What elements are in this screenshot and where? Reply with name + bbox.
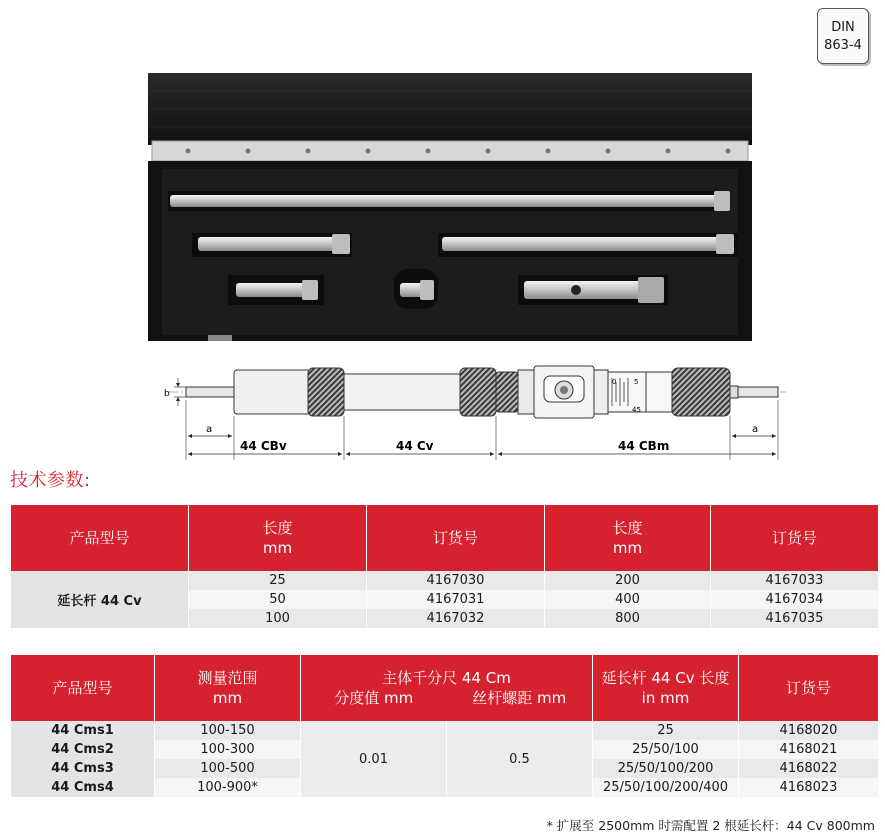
table-row: 100 4167032 800 4167035 bbox=[11, 609, 879, 628]
extension-rod-table bbox=[10, 505, 879, 628]
seg-44cv: 44 Cv bbox=[396, 439, 434, 453]
table-row: 44 Cms3 100-500 25/50/100/200 4168022 bbox=[11, 759, 879, 778]
case-hinge bbox=[152, 141, 748, 161]
din-badge-line1: DIN bbox=[831, 20, 855, 35]
t2-header-model: 产品型号 bbox=[11, 655, 155, 721]
t1-header-order2: 订货号 bbox=[711, 505, 879, 571]
dim-b-label: b bbox=[164, 389, 170, 399]
din-badge-line2: 863-4 bbox=[824, 38, 862, 53]
scale-0-label: 0 bbox=[612, 378, 617, 386]
seg-44cbv: 44 CBv bbox=[240, 439, 287, 453]
micrometer-set-table bbox=[10, 655, 879, 797]
knurl-1 bbox=[308, 368, 344, 416]
t2-header-order: 订货号 bbox=[739, 655, 879, 721]
rod-200 bbox=[198, 237, 348, 251]
t2-header-range: 测量范围 mm bbox=[155, 655, 301, 721]
t1-header-length1: 长度 mm bbox=[189, 505, 367, 571]
knurl-2 bbox=[460, 368, 496, 416]
seg-44cbm: 44 CBm bbox=[618, 439, 670, 453]
t2-header-ext: 延长杆 44 Cv 长度 in mm bbox=[593, 655, 739, 721]
table-row: 44 Cms1 100-150 0.01 0.5 25 4168020 bbox=[11, 721, 879, 740]
dim-a-left: a bbox=[206, 424, 213, 435]
rod-800 bbox=[170, 195, 730, 207]
dim-a-right: a bbox=[752, 424, 759, 435]
footnote: * 扩展至 2500mm 时需配置 2 根延长杆：44 Cv 800mm bbox=[546, 818, 875, 833]
t2-division-cell: 0.01 bbox=[301, 721, 447, 797]
rod-400 bbox=[442, 237, 732, 251]
table-row: 44 Cms4 100-900* 25/50/100/200/400 4168023 bbox=[11, 778, 879, 797]
table-row: 50 4167031 400 4167034 bbox=[11, 590, 879, 609]
t1-model-cell: 延长杆 44 Cv bbox=[11, 571, 189, 628]
table-row: 延长杆 44 Cv 25 4167030 200 4167033 bbox=[11, 571, 879, 590]
t1-header-length2: 长度 mm bbox=[545, 505, 711, 571]
product-case-photo bbox=[148, 73, 752, 341]
t1-header-model: 产品型号 bbox=[11, 505, 189, 571]
t1-header-order1: 订货号 bbox=[367, 505, 545, 571]
table-row: 44 Cms2 100-300 25/50/100 4168021 bbox=[11, 740, 879, 759]
dimension-drawing bbox=[160, 360, 790, 460]
t2-header-main: 主体千分尺 44 Cm 分度值 mm 丝杆螺距 mm bbox=[301, 655, 593, 721]
section-title-specs: 技术参数: bbox=[10, 470, 91, 491]
scale-45-label: 45 bbox=[632, 406, 641, 414]
scale-5-label: 5 bbox=[634, 378, 639, 386]
din-standard-badge bbox=[817, 8, 869, 64]
knurl-3 bbox=[672, 368, 730, 416]
t2-pitch-cell: 0.5 bbox=[447, 721, 593, 797]
